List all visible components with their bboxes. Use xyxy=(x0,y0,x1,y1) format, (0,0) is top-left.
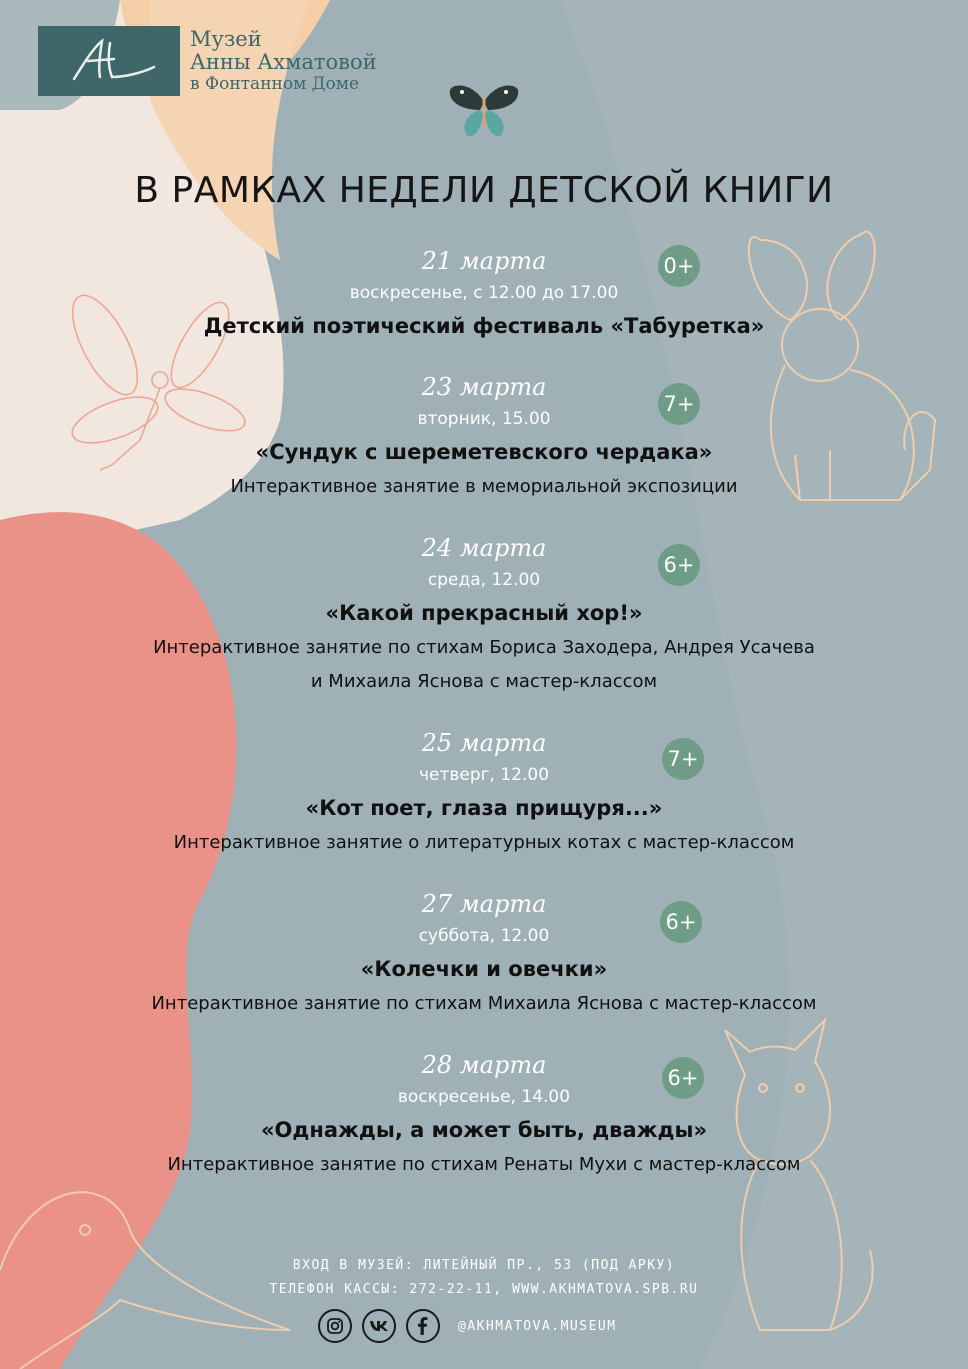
event-time: воскресенье, 14.00 xyxy=(397,1087,571,1107)
event-5 xyxy=(0,887,968,1021)
event-time: среда, 12.00 xyxy=(427,570,541,590)
social-links xyxy=(318,1309,617,1343)
event-title: «Однажды, а может быть, дважды» xyxy=(260,1118,708,1142)
event-time: воскресенье, с 12.00 до 17.00 xyxy=(349,283,619,303)
event-title: «Какой прекрасный хор!» xyxy=(325,601,643,625)
logo-line-1: Музей xyxy=(190,27,262,52)
event-date: 27 марта xyxy=(421,890,547,918)
social-handle[interactable]: @AKHMATOVA.MUSEUM xyxy=(458,1318,617,1334)
event-date: 23 марта xyxy=(421,373,547,401)
event-date: 25 марта xyxy=(421,729,547,757)
age-badge-event-4: 7+ xyxy=(662,738,704,780)
event-description: Интерактивное занятие по стихам Ренаты Мухи с мастер-классом xyxy=(167,1154,801,1175)
logo-line-3: в Фонтанном Доме xyxy=(190,74,360,95)
museum-logo xyxy=(38,26,377,96)
event-1 xyxy=(0,244,968,344)
event-title: Детский поэтический фестиваль «Табуретка» xyxy=(203,314,765,338)
butterfly-icon xyxy=(446,80,522,142)
event-title: «Колечки и овечки» xyxy=(360,957,608,981)
footer xyxy=(0,1254,968,1302)
age-badge-event-5: 6+ xyxy=(660,901,702,943)
logo-mark xyxy=(38,26,180,96)
event-date: 21 марта xyxy=(421,247,547,275)
logo-line-2: Анны Ахматовой xyxy=(190,49,377,74)
event-description: Интерактивное занятие в мемориальной экспозиции xyxy=(230,476,738,497)
vk-icon[interactable] xyxy=(362,1309,396,1343)
age-badge-event-1: 0+ xyxy=(658,245,700,287)
event-4 xyxy=(0,726,968,860)
age-badge-event-2: 7+ xyxy=(658,383,700,425)
event-time: суббота, 12.00 xyxy=(418,926,550,946)
event-time: вторник, 15.00 xyxy=(417,409,551,429)
age-badge-event-6: 6+ xyxy=(662,1057,704,1099)
instagram-icon[interactable] xyxy=(318,1309,352,1343)
event-title: «Кот поет, глаза прищуря...» xyxy=(305,796,663,820)
event-description: Интерактивное занятие по стихам Михаила Яснова с мастер-классом xyxy=(151,993,817,1014)
event-2 xyxy=(0,370,968,504)
event-date: 24 марта xyxy=(421,534,547,562)
signature-icon xyxy=(54,33,164,89)
event-time: четверг, 12.00 xyxy=(418,765,550,785)
event-6 xyxy=(0,1048,968,1182)
logo-text xyxy=(190,28,377,94)
age-badge-event-3: 6+ xyxy=(658,544,700,586)
headline: В РАМКАХ НЕДЕЛИ ДЕТСКОЙ КНИГИ xyxy=(134,170,834,211)
event-title: «Сундук с шереметевского чердака» xyxy=(255,440,713,464)
event-description-line-2: и Михаила Яснова с мастер-классом xyxy=(310,671,658,692)
event-description: Интерактивное занятие о литературных котах с мастер-классом xyxy=(173,832,795,853)
facebook-icon[interactable] xyxy=(406,1309,440,1343)
event-date: 28 марта xyxy=(421,1051,547,1079)
footer-address: ВХОД В МУЗЕЙ: ЛИТЕЙНЫЙ ПР., 53 (ПОД АРКУ) xyxy=(292,1258,676,1273)
event-3 xyxy=(0,531,968,699)
event-description-line-1: Интерактивное занятие по стихам Бориса Заходера, Андрея Усачева xyxy=(153,637,815,658)
footer-phone-website[interactable]: ТЕЛЕФОН КАССЫ: 272-22-11, WWW.AKHMATOVA.SPB.RU xyxy=(269,1282,699,1297)
